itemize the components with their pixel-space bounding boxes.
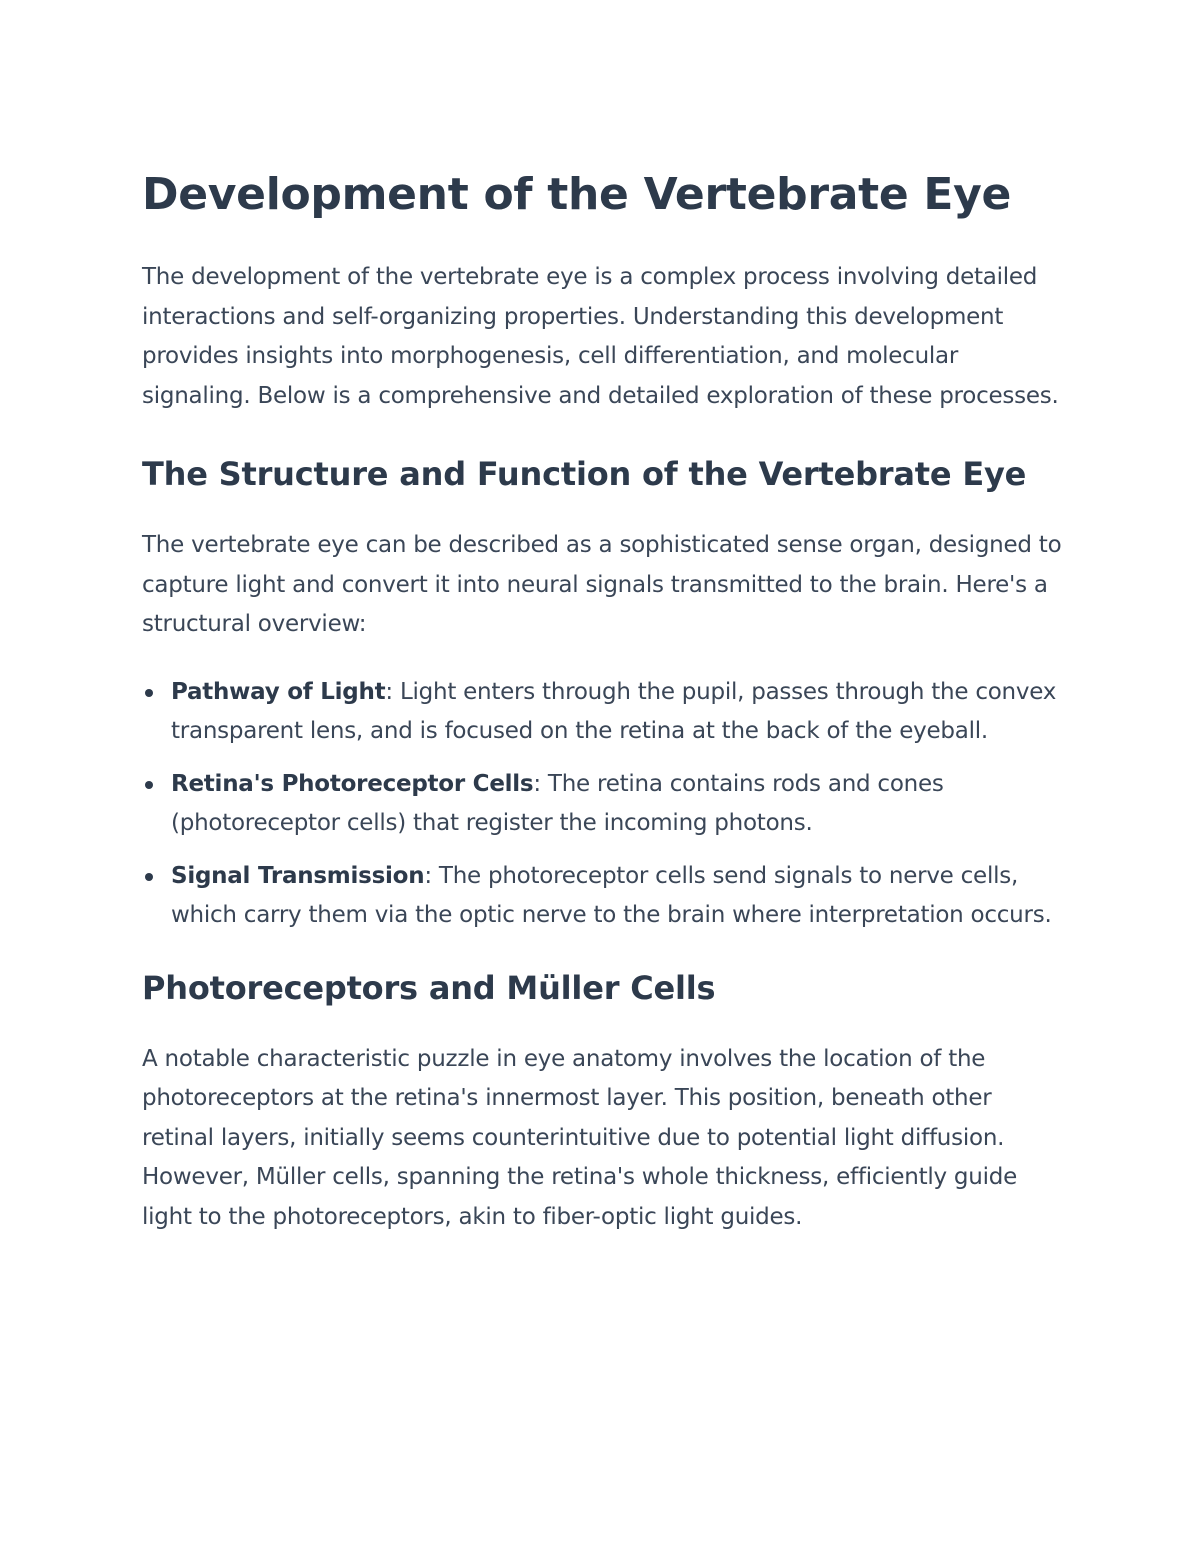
bullet-term: Retina's Photoreceptor Cells — [171, 770, 534, 797]
structure-bullet-list — [142, 673, 1062, 936]
list-item — [142, 673, 1062, 752]
list-item — [142, 765, 1062, 844]
bullet-icon — [145, 689, 153, 697]
bullet-text: : The photoreceptor cells send signals to nerve cells, which carry them via the optic nerve to the brain where interpretation occurs. — [171, 862, 1052, 928]
section-heading-structure: The Structure and Function of the Vertebrate Eye — [142, 455, 1027, 493]
intro-paragraph: The development of the vertebrate eye is a complex process involving detailed interactions and self-organizing properties. Understanding this development provides insights into morphogenesis, cell differentiation, and molecular signaling. Below is a comprehensive and detailed exploration of these processes. — [142, 264, 1059, 409]
document-page — [142, 166, 1062, 1265]
bullet-term: Pathway of Light — [171, 678, 386, 705]
bullet-text: : Light enters through the pupil, passes through the convex transparent lens, and is focused on the retina at the back of the eyeball. — [171, 678, 1057, 744]
section-paragraph-structure: The vertebrate eye can be described as a sophisticated sense organ, designed to capture light and convert it into neural signals transmitted to the brain. Here's a structural overview: — [142, 532, 1062, 637]
bullet-text: : The retina contains rods and cones (photoreceptor cells) that register the incoming photons. — [171, 770, 944, 836]
page-title: Development of the Vertebrate Eye — [142, 169, 1012, 220]
section-heading-muller: Photoreceptors and Müller Cells — [142, 968, 716, 1007]
bullet-icon — [145, 781, 153, 789]
list-item — [142, 857, 1062, 936]
section-paragraph-muller: A notable characteristic puzzle in eye anatomy involves the location of the photoreceptors at the retina's innermost layer. This position, beneath other retinal layers, initially seems counterintuitive due to potential light diffusion. However, Müller cells, spanning the retina's whole thickness, efficiently guide light to the photoreceptors, akin to fiber-optic light guides. — [142, 1045, 1018, 1230]
bullet-icon — [145, 873, 153, 881]
bullet-term: Signal Transmission — [171, 862, 425, 889]
